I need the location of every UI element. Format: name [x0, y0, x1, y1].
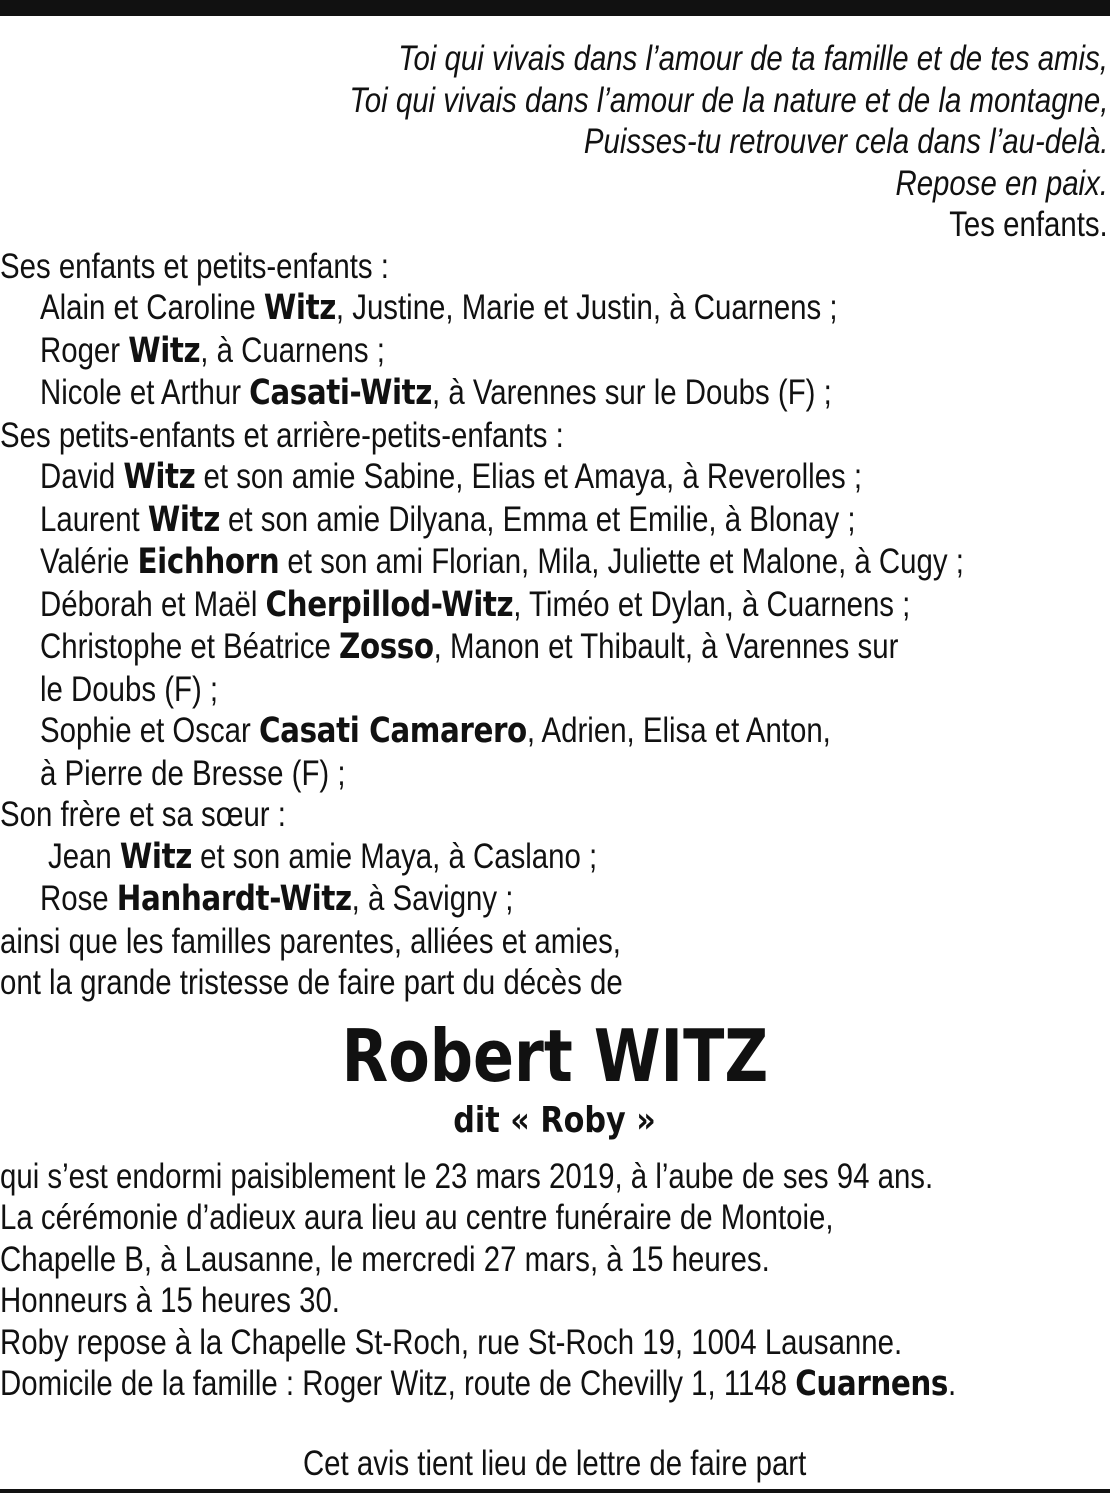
- poem-line: Puisses-tu retrouver cela dans l’au-delà.: [583, 122, 1108, 161]
- closing-line: ont la grande tristesse de faire part du décès de: [0, 963, 623, 1002]
- family-entry: Alain et Caroline Witz, Justine, Marie et Justin, à Cuarnens ;: [40, 288, 838, 328]
- family-entry-continued: à Pierre de Bresse (F) ;: [40, 753, 346, 793]
- ceremony-details: [0, 1156, 1110, 1406]
- children-heading: Ses enfants et petits-enfants :: [0, 246, 389, 286]
- family-entry: Roger Witz, à Cuarnens ;: [40, 330, 385, 371]
- family-entry: Laurent Witz et son amie Dilyana, Emma et Emilie, à Blonay ;: [40, 499, 856, 540]
- family-entry: Jean Witz et son amie Maya, à Caslano ;: [48, 836, 598, 877]
- poem-line: Repose en paix.: [895, 163, 1108, 203]
- family-entry: Rose Hanhardt-Witz, à Savigny ;: [40, 879, 514, 919]
- family-entry: Valérie Eichhorn et son ami Florian, Mila, Juliette et Malone, à Cugy ;: [40, 542, 964, 582]
- grandchildren-heading: Ses petits-enfants et arrière-petits-enfants :: [0, 415, 564, 455]
- deceased-name: Robert WITZ: [341, 1013, 769, 1098]
- poem-line: Toi qui vivais dans l’amour de ta famille et de tes amis,: [398, 39, 1108, 78]
- detail-line: La cérémonie d’adieux aura lieu au centre funéraire de Montoie,: [0, 1198, 834, 1237]
- siblings-heading: Son frère et sa sœur :: [0, 795, 286, 834]
- deceased-nickname: dit « Roby »: [453, 1099, 657, 1141]
- family-address: Domicile de la famille : Roger Witz, route de Chevilly 1, 1148 Cuarnens.: [0, 1364, 957, 1404]
- detail-line: Honneurs à 15 heures 30.: [0, 1281, 340, 1320]
- family-list: [0, 246, 1110, 1004]
- bottom-rule: [0, 1489, 1110, 1493]
- family-entry: David Witz et son amie Sabine, Elias et Amaya, à Reverolles ;: [40, 457, 863, 497]
- family-entry: Christophe et Béatrice Zosso, Manon et Thibault, à Varennes sur: [40, 627, 899, 667]
- family-entry: Nicole et Arthur Casati-Witz, à Varennes sur le Doubs (F) ;: [40, 373, 832, 413]
- family-entry: Sophie et Oscar Casati Camarero, Adrien, Elisa et Anton,: [40, 711, 831, 751]
- detail-line: qui s’est endormi paisiblement le 23 mars 2019, à l’aube de ses 94 ans.: [0, 1156, 934, 1196]
- detail-line: Roby repose à la Chapelle St-Roch, rue St-Roch 19, 1004 Lausanne.: [0, 1322, 903, 1362]
- family-entry-continued: le Doubs (F) ;: [40, 669, 219, 709]
- family-entry: Déborah et Maël Cherpillod-Witz, Timéo et Dylan, à Cuarnens ;: [40, 584, 911, 625]
- poem: [0, 38, 1110, 246]
- top-rule: [0, 0, 1110, 16]
- footer-note: Cet avis tient lieu de lettre de faire part: [303, 1443, 807, 1483]
- detail-line: Chapelle B, à Lausanne, le mercredi 27 mars, à 15 heures.: [0, 1239, 770, 1279]
- notice-body: [0, 16, 1110, 1484]
- closing-line: ainsi que les familles parentes, alliées et amies,: [0, 921, 621, 961]
- poem-line: Toi qui vivais dans l’amour de la nature et de la montagne,: [349, 80, 1108, 120]
- poem-signature: Tes enfants.: [949, 205, 1108, 244]
